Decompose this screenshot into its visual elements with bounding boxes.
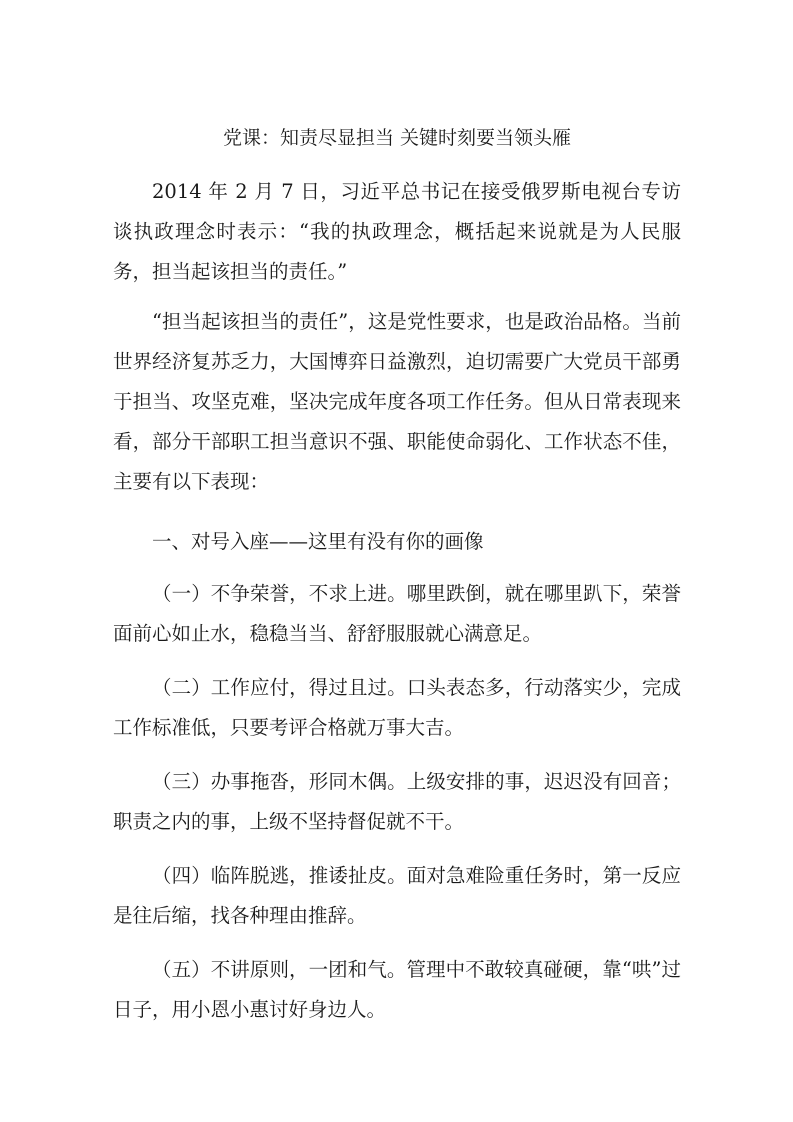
list-item-2: （二）工作应付，得过且过。口头表态多，行动落实少，完成工作标准低，只要考评合格就万事大吉。 <box>113 676 681 739</box>
list-item-1: （一）不争荣誉，不求上进。哪里跌倒，就在哪里趴下，荣誉面前心如止水，稳稳当当、舒舒服服就心满意足。 <box>113 582 681 645</box>
body-paragraph: “担当起该担当的责任”，这是党性要求，也是政治品格。当前世界经济复苏乏力，大国博弈日益激烈，迫切需要广大党员干部勇于担当、攻坚克难，坚决完成年度各项工作任务。但从日常表现来看，部分干部职工担当意识不强、职能使命弱化、工作状态不佳，主要有以下表现： <box>113 310 681 493</box>
document-title: 党课：知责尽显担当 关键时刻要当领头雁 <box>222 127 572 149</box>
section-heading: 一、对号入座——这里有没有你的画像 <box>152 530 484 553</box>
list-item-5: （五）不讲原则，一团和气。管理中不敢较真碰硬，靠“哄”过日子，用小恩小惠讨好身边人。 <box>113 958 681 1021</box>
list-item-4: （四）临阵脱逃，推诿扯皮。面对急难险重任务时，第一反应是往后缩，找各种理由推辞。 <box>113 864 681 927</box>
intro-paragraph: 2014 年 2 月 7 日，习近平总书记在接受俄罗斯电视台专访谈执政理念时表示：“我的执政理念，概括起来说就是为人民服务，担当起该担当的责任。” <box>113 180 681 283</box>
document-page <box>113 0 681 1122</box>
list-item-3: （三）办事拖沓，形同木偶。上级安排的事，迟迟没有回音；职责之内的事，上级不坚持督促就不干。 <box>113 770 681 833</box>
